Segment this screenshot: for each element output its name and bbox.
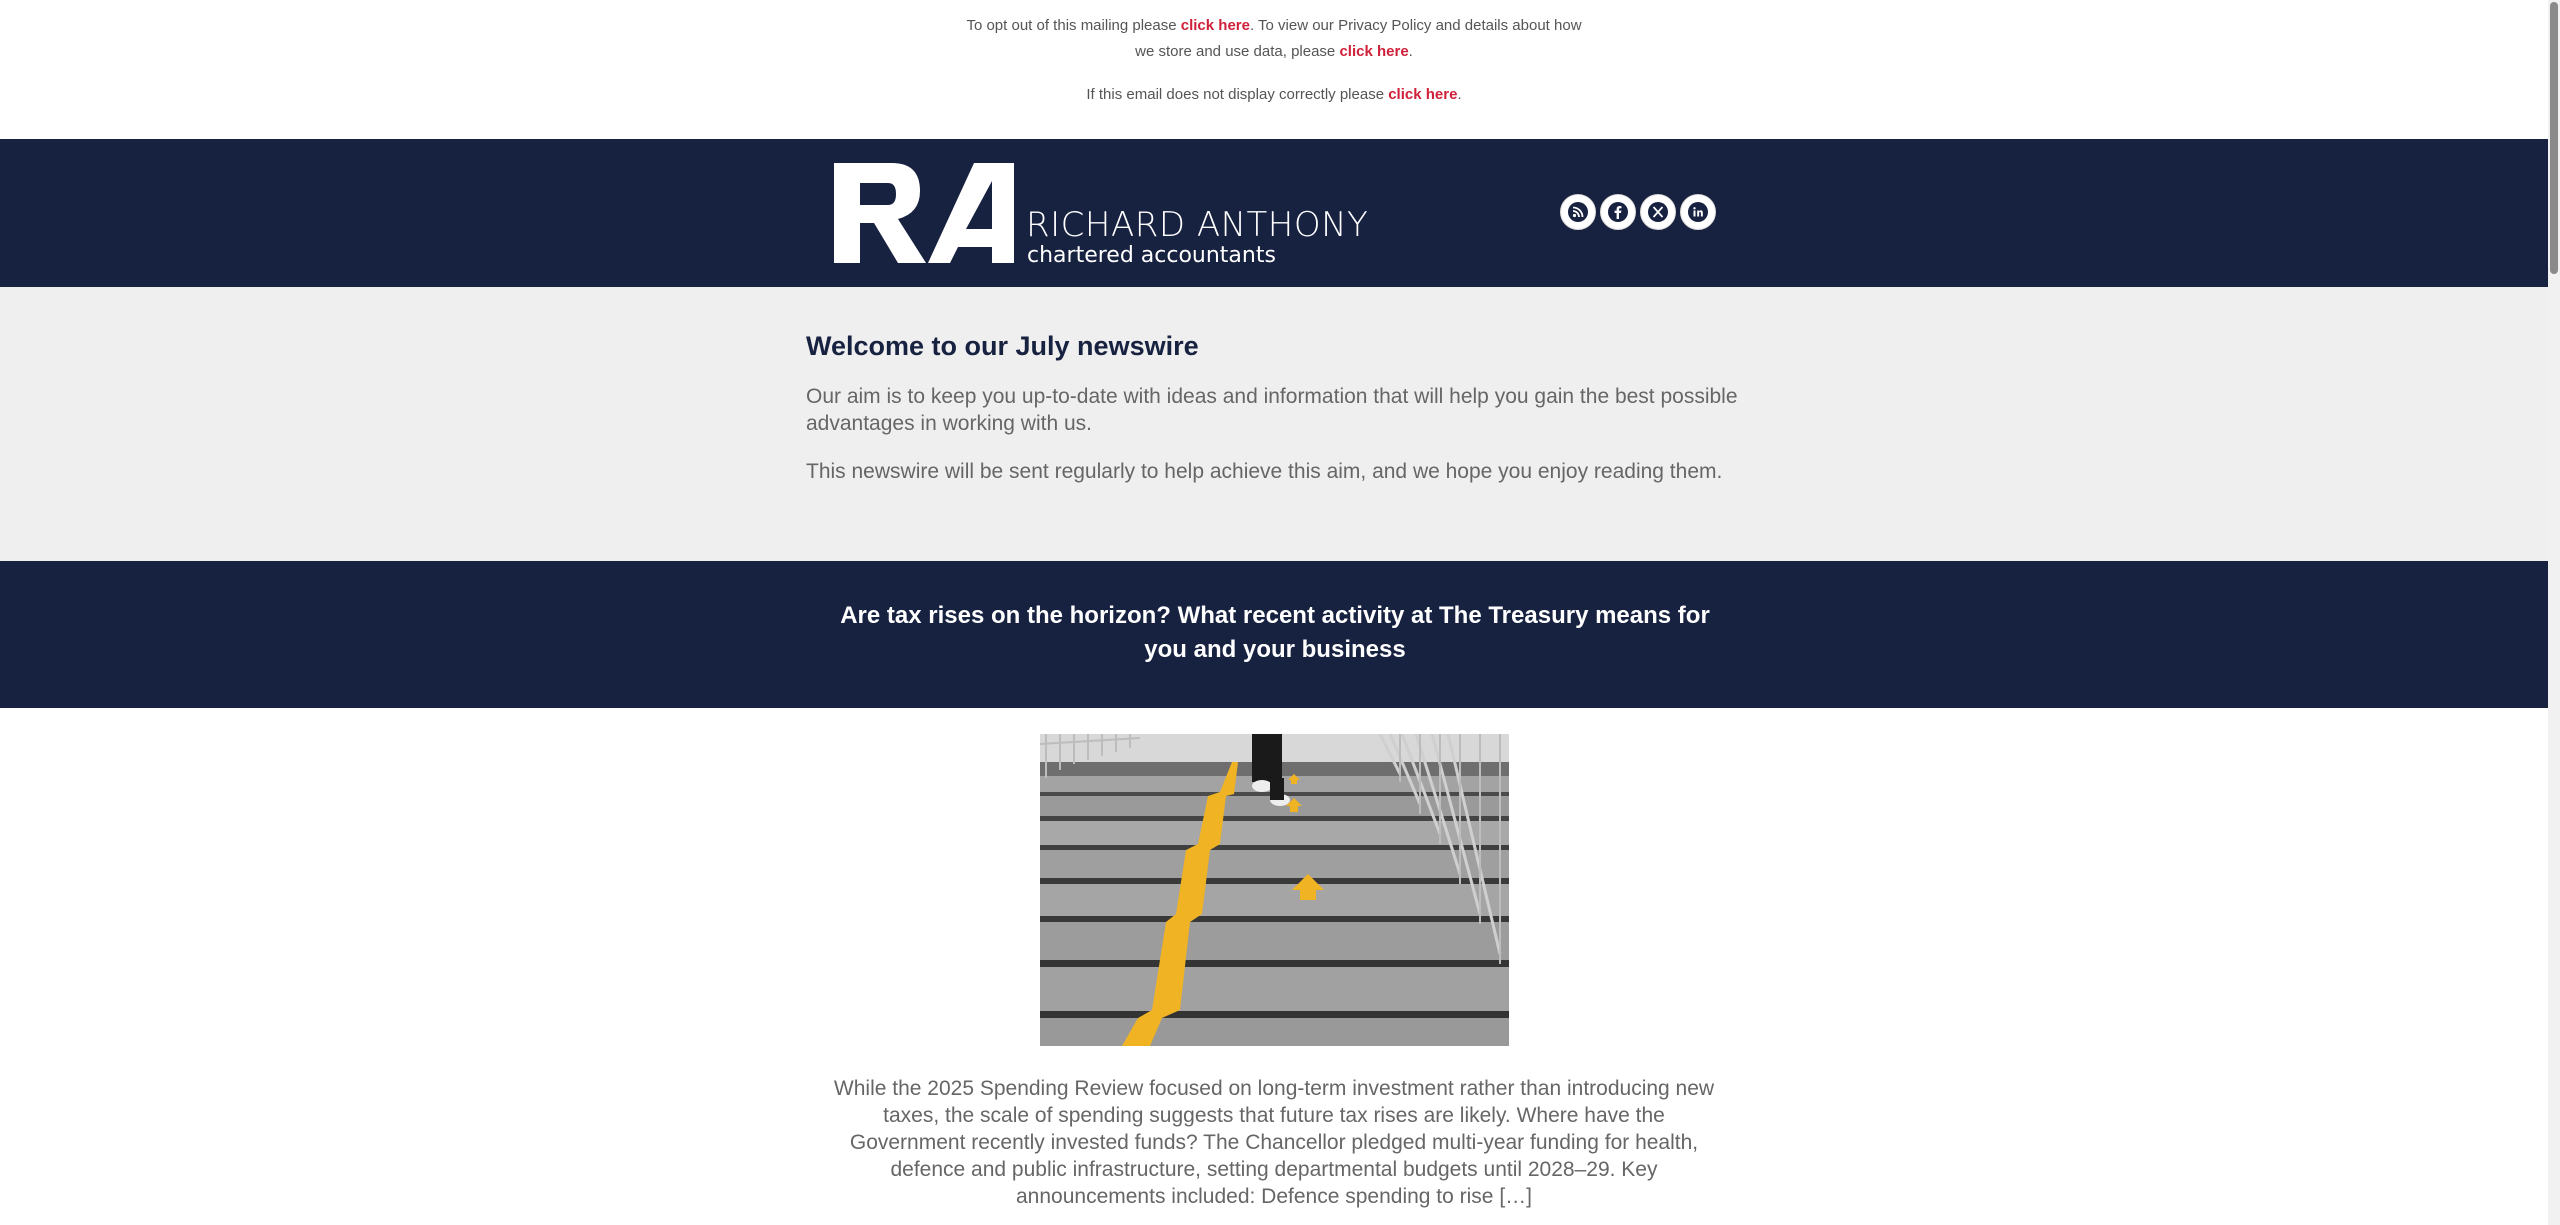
preheader-optout-line: [0, 13, 2548, 39]
welcome-section: [0, 287, 2548, 561]
welcome-paragraph-2: This newswire will be sent regularly to help achieve this aim, and we hope you enjoy reading them.: [806, 460, 1723, 483]
scrollbar[interactable]: [2548, 0, 2560, 1225]
preheader: [0, 0, 2548, 139]
privacy-link[interactable]: click here: [1339, 43, 1409, 60]
period: .: [1408, 43, 1413, 60]
scrollbar-thumb[interactable]: [2550, 2, 2558, 274]
facebook-icon[interactable]: [1600, 194, 1636, 230]
preheader-display-line: [0, 82, 2548, 108]
privacy-text-a: . To view our Privacy Policy and details about how: [1249, 17, 1582, 34]
article-body: While the 2025 Spending Review focused on long-term investment rather than introducing new taxes, the scale of spending suggests that future tax rises are likely. Where have the Government recently invested funds? The Chancellor pledged multi-year funding for health, defence and public infrastructure, setting departmental budgets until 2028–29. Key announcements included: Defence spending to rise […]: [833, 1077, 1715, 1208]
privacy-text-b: we store and use data, please: [1135, 43, 1336, 60]
x-twitter-icon[interactable]: [1640, 194, 1676, 230]
welcome-title: Welcome to our July newswire: [806, 331, 1199, 361]
optout-text: To opt out of this mailing please: [966, 17, 1177, 34]
period-2: .: [1457, 86, 1462, 103]
article-image-stairs[interactable]: [1040, 734, 1509, 1046]
brand-name: RICHARD ANTHONY: [1026, 205, 1369, 245]
article-headline[interactable]: Are tax rises on the horizon? What recent activity at The Treasury means for you and your business: [840, 602, 1710, 663]
display-text: If this email does not display correctly please: [1086, 86, 1385, 103]
view-online-link[interactable]: click here: [1388, 86, 1458, 103]
brand-tagline: chartered accountants: [1027, 243, 1276, 268]
welcome-paragraph-1: Our aim is to keep you up-to-date with ideas and information that will help you gain the best possible advantages in working with us.: [806, 385, 1738, 435]
linkedin-icon[interactable]: [1680, 194, 1716, 230]
email-header: [0, 139, 2548, 287]
rss-icon[interactable]: [1560, 194, 1596, 230]
social-links: [1560, 194, 1716, 230]
optout-link[interactable]: click here: [1180, 17, 1250, 34]
preheader-privacy-line: [0, 39, 2548, 65]
brand-logo[interactable]: [834, 163, 1369, 268]
ra-logo-mark: [834, 163, 1014, 263]
article-headline-band: [0, 561, 2548, 708]
